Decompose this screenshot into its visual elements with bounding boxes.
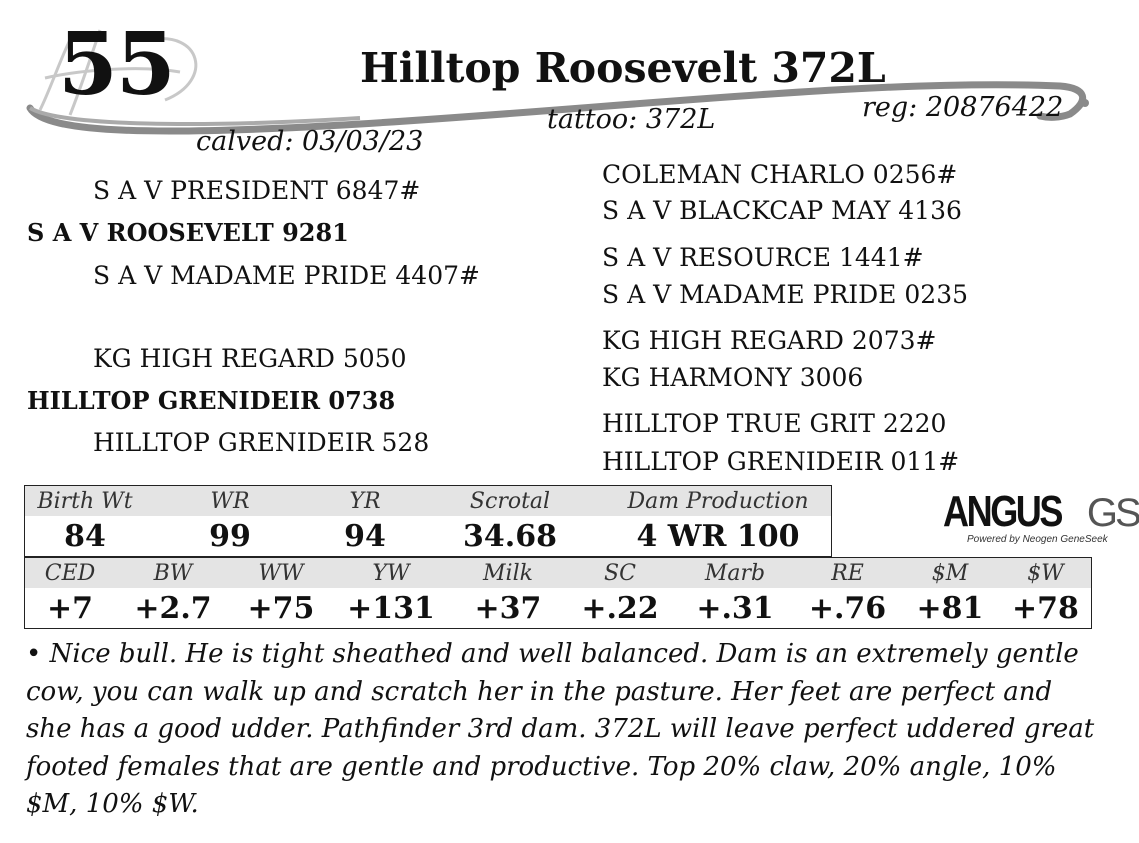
table-cell: +.22 (581, 590, 659, 626)
pedigree-dam-dam: HILLTOP GRENIDEIR 528 (93, 428, 430, 457)
table-cell: 4 WR 100 (636, 518, 800, 554)
table-header: WR (145, 486, 315, 517)
pedigree-great-grandparent: KG HARMONY 3006 (602, 363, 864, 392)
table-cell: +131 (347, 590, 435, 626)
performance-value-row (25, 516, 832, 557)
table-header: Scrotal (415, 486, 605, 517)
pedigree-great-grandparent: S A V BLACKCAP MAY 4136 (602, 196, 962, 225)
table-cell: +78 (1012, 590, 1079, 626)
logo-tagline: Powered by Neogen GeneSeek (967, 534, 1108, 545)
table-cell: 94 (344, 518, 386, 554)
table-header: Birth Wt (25, 486, 146, 517)
epd-value-row (25, 588, 1092, 629)
notes-paragraph: • Nice bull. He is tight sheathed and well balanced. Dam is an extremely gentle cow, you can walk up and scratch her in the pasture. Her feet are perfect and she has a good udder. Pathfinder 3rd dam. 372L will leave perfect uddered great footed females that are gentle and productive. Top 20% claw, 20% angle, 10% $M, 10% $W. (26, 639, 1095, 819)
epd-header-row (25, 558, 1092, 589)
animal-name: Hilltop Roosevelt 372L (360, 44, 886, 92)
pedigree-sire: S A V ROOSEVELT 9281 (27, 218, 349, 247)
table-cell: 34.68 (463, 518, 557, 554)
performance-table (24, 485, 832, 557)
table-cell: +.76 (808, 590, 887, 626)
table-header: BW (115, 558, 231, 589)
table-header: Milk (451, 558, 565, 589)
pedigree-great-grandparent: COLEMAN CHARLO 0256# (602, 160, 958, 189)
logo-suffix-text: GS (1086, 491, 1139, 535)
pedigree-great-grandparent: HILLTOP GRENIDEIR 011# (602, 447, 960, 476)
pedigree-great-grandparent: S A V MADAME PRIDE 0235 (602, 280, 969, 309)
table-header: $W (1000, 558, 1092, 589)
pedigree-great-grandparent: KG HIGH REGARD 2073# (602, 326, 937, 355)
table-header: Marb (675, 558, 795, 589)
performance-header-row (25, 486, 832, 517)
table-header: CED (25, 558, 116, 589)
registration-number: reg: 20876422 (862, 92, 1064, 123)
angus-gs-logo (943, 487, 1139, 550)
pedigree-dam-sire: KG HIGH REGARD 5050 (93, 344, 407, 373)
table-cell: +81 (916, 590, 984, 626)
table-cell: +7 (46, 590, 93, 626)
pedigree-dam: HILLTOP GRENIDEIR 0738 (27, 386, 396, 415)
table-header: YR (315, 486, 415, 517)
table-header: YW (331, 558, 451, 589)
table-header: Dam Production (605, 486, 832, 517)
table-cell: +.31 (696, 590, 774, 626)
epd-table (24, 557, 1092, 629)
table-cell: +37 (474, 590, 542, 626)
pedigree-sire-sire: S A V PRESIDENT 6847# (93, 176, 421, 205)
pedigree-great-grandparent: S A V RESOURCE 1441# (602, 243, 924, 272)
pedigree-sire-dam: S A V MADAME PRIDE 4407# (93, 261, 480, 290)
table-cell: 84 (64, 518, 106, 554)
table-header: $M (900, 558, 1000, 589)
lot-number: 55 (58, 14, 174, 115)
table-cell: 99 (209, 518, 251, 554)
table-header: RE (795, 558, 900, 589)
logo-main-text: ANGUS (943, 487, 1062, 536)
tattoo: tattoo: 372L (547, 104, 716, 135)
table-cell: +75 (247, 590, 315, 626)
calved-date: calved: 03/03/23 (196, 126, 424, 157)
table-cell: +2.7 (134, 590, 212, 626)
table-header: WW (231, 558, 331, 589)
pedigree-great-grandparent: HILLTOP TRUE GRIT 2220 (602, 409, 947, 438)
table-header: SC (565, 558, 675, 589)
swoosh-dot (1081, 99, 1089, 107)
